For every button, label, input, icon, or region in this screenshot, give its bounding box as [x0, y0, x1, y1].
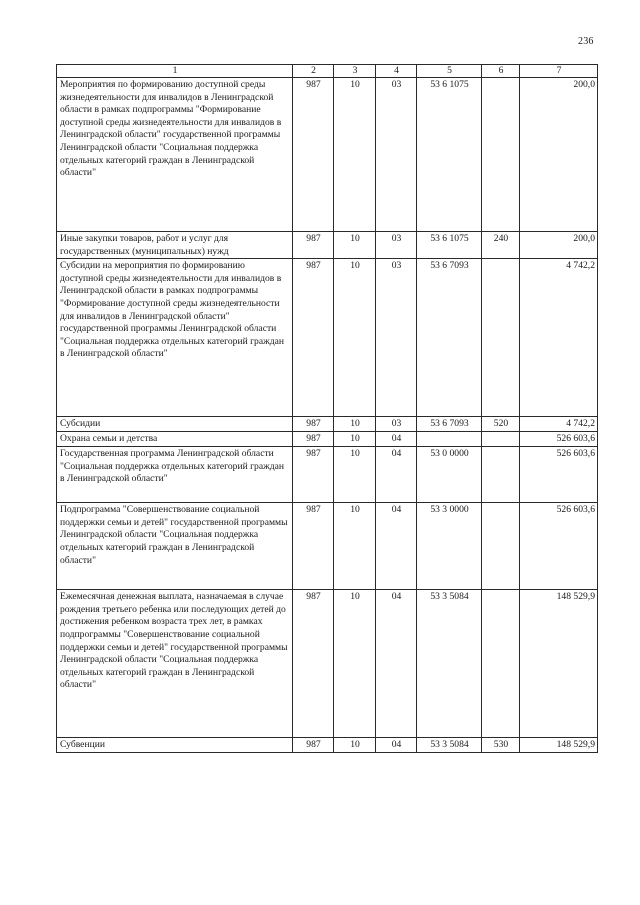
cell-target-article: 53 0 0000 [417, 447, 482, 503]
cell-amount: 200,0 [520, 232, 598, 259]
column-header-2: 2 [293, 65, 334, 78]
table-row [57, 259, 598, 417]
row-description: Субсидии [57, 417, 293, 432]
page-number: 236 [578, 36, 594, 47]
cell-amount: 4 742,2 [520, 417, 598, 432]
cell-target-article: 53 6 7093 [417, 417, 482, 432]
cell-amount: 148 529,9 [520, 590, 598, 738]
row-description: Субсидии на мероприятия по формированию доступной среды жизнедеятельности для инвалидов в Ленинградской области в рамках подпрограммы "Формирование доступной среды жизнедеятельности для инвалидов в Ленинградской области" государственной программы Ленинградской области "Социальная поддержка отдельных категорий граждан в Ленинградской области" [57, 259, 293, 417]
row-description: Субвенции [57, 738, 293, 753]
cell-subsection-code: 04 [376, 590, 417, 738]
cell-amount: 200,0 [520, 78, 598, 232]
cell-ministry-code: 987 [293, 78, 334, 232]
cell-subsection-code: 03 [376, 232, 417, 259]
cell-expense-type [482, 259, 520, 417]
cell-ministry-code: 987 [293, 447, 334, 503]
cell-section-code: 10 [334, 503, 376, 590]
cell-amount: 526 603,6 [520, 432, 598, 447]
cell-ministry-code: 987 [293, 417, 334, 432]
table-row [57, 417, 598, 432]
cell-ministry-code: 987 [293, 503, 334, 590]
cell-expense-type: 530 [482, 738, 520, 753]
cell-amount: 526 603,6 [520, 503, 598, 590]
cell-subsection-code: 04 [376, 738, 417, 753]
cell-section-code: 10 [334, 590, 376, 738]
cell-section-code: 10 [334, 78, 376, 232]
cell-target-article: 53 3 5084 [417, 738, 482, 753]
cell-ministry-code: 987 [293, 738, 334, 753]
cell-target-article: 53 6 1075 [417, 232, 482, 259]
table-row [57, 447, 598, 503]
cell-subsection-code: 03 [376, 259, 417, 417]
table-row [57, 503, 598, 590]
cell-section-code: 10 [334, 432, 376, 447]
column-header-6: 6 [482, 65, 520, 78]
cell-ministry-code: 987 [293, 432, 334, 447]
row-description: Ежемесячная денежная выплата, назначаемая в случае рождения третьего ребенка или последующих детей до достижения ребенком возраста трех лет, в рамках подпрограммы "Совершенствование социальной поддержки семьи и детей" государственной программы Ленинградской области "Социальная поддержка отдельных категорий граждан в Ленинградской области" [57, 590, 293, 738]
column-header-3: 3 [334, 65, 376, 78]
row-description: Иные закупки товаров, работ и услуг для государственных (муниципальных) нужд [57, 232, 293, 259]
cell-subsection-code: 04 [376, 432, 417, 447]
cell-section-code: 10 [334, 738, 376, 753]
cell-section-code: 10 [334, 447, 376, 503]
column-header-1: 1 [57, 65, 293, 78]
cell-target-article [417, 432, 482, 447]
cell-ministry-code: 987 [293, 259, 334, 417]
cell-target-article: 53 3 5084 [417, 590, 482, 738]
cell-expense-type [482, 503, 520, 590]
cell-expense-type [482, 590, 520, 738]
cell-section-code: 10 [334, 232, 376, 259]
cell-target-article: 53 6 7093 [417, 259, 482, 417]
cell-expense-type: 520 [482, 417, 520, 432]
cell-expense-type: 240 [482, 232, 520, 259]
cell-expense-type [482, 78, 520, 232]
row-description: Мероприятия по формированию доступной среды жизнедеятельности для инвалидов в Ленинградской области в рамках подпрограммы "Формирование доступной среды жизнедеятельности для инвалидов в Ленинградской области" государственной программы Ленинградской области "Социальная поддержка отдельных категорий граждан в Ленинградской области" [57, 78, 293, 232]
cell-amount: 4 742,2 [520, 259, 598, 417]
cell-expense-type [482, 447, 520, 503]
column-header-5: 5 [417, 65, 482, 78]
row-description: Охрана семьи и детства [57, 432, 293, 447]
column-number-row [57, 65, 598, 78]
cell-ministry-code: 987 [293, 590, 334, 738]
table-row [57, 590, 598, 738]
cell-subsection-code: 04 [376, 447, 417, 503]
row-description: Государственная программа Ленинградской области "Социальная поддержка отдельных категорий граждан в Ленинградской области" [57, 447, 293, 503]
cell-amount: 526 603,6 [520, 447, 598, 503]
cell-subsection-code: 03 [376, 78, 417, 232]
column-header-7: 7 [520, 65, 598, 78]
column-header-4: 4 [376, 65, 417, 78]
table-row [57, 232, 598, 259]
cell-subsection-code: 04 [376, 503, 417, 590]
budget-table [56, 64, 598, 753]
cell-subsection-code: 03 [376, 417, 417, 432]
row-description: Подпрограмма "Совершенствование социальной поддержки семьи и детей" государственной программы Ленинградской области "Социальная поддержка отдельных категорий граждан в Ленинградской области" [57, 503, 293, 590]
cell-target-article: 53 3 0000 [417, 503, 482, 590]
table-row [57, 78, 598, 232]
table-row [57, 738, 598, 753]
cell-section-code: 10 [334, 417, 376, 432]
cell-ministry-code: 987 [293, 232, 334, 259]
table-row [57, 432, 598, 447]
cell-amount: 148 529,9 [520, 738, 598, 753]
cell-target-article: 53 6 1075 [417, 78, 482, 232]
cell-section-code: 10 [334, 259, 376, 417]
cell-expense-type [482, 432, 520, 447]
